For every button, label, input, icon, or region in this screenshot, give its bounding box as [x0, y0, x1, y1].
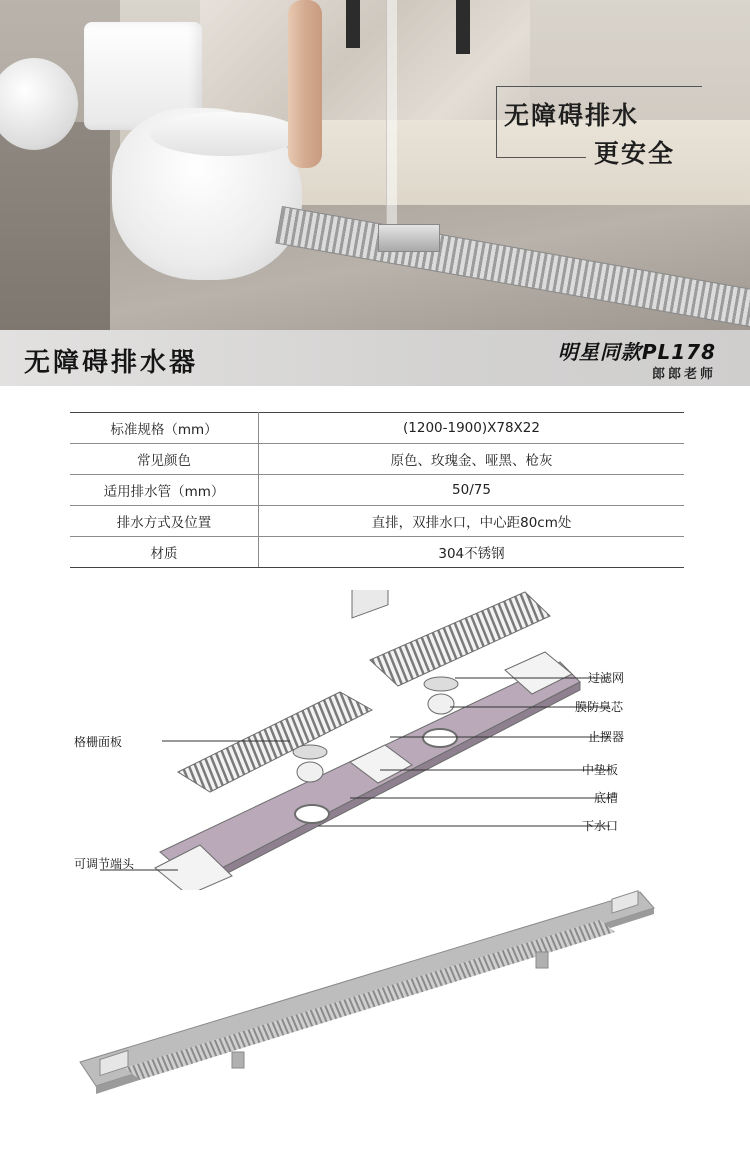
- spec-value: 原色、玫瑰金、哑黑、枪灰: [259, 444, 685, 475]
- hero-banner-photo: [0, 0, 750, 330]
- spec-label: 材质: [70, 537, 259, 568]
- star-model-label: 明星同款PL178: [557, 340, 716, 364]
- spec-label: 适用排水管（mm）: [70, 475, 259, 506]
- door-handle: [346, 0, 360, 48]
- drain-leg: [536, 952, 548, 968]
- filter-net: [424, 677, 458, 691]
- slogan-line-2: 更安全: [594, 139, 676, 168]
- spec-value: 50/75: [259, 475, 685, 506]
- spec-value: 304不锈钢: [259, 537, 685, 568]
- drain-clamp: [378, 224, 440, 252]
- label-filter-net: 过滤网: [588, 671, 625, 685]
- toilet-lid: [150, 112, 300, 156]
- label-adjustable-end: 可调节端头: [74, 857, 135, 871]
- slogan-line-1: 无障碍排水: [504, 101, 640, 130]
- table-row: [70, 537, 684, 568]
- exploded-diagram: [0, 590, 750, 890]
- title-bar: [0, 330, 750, 386]
- label-grille-panel: 格栅面板: [74, 735, 123, 749]
- membrane-core: [428, 694, 454, 714]
- table-row: [70, 506, 684, 537]
- drain-leg: [232, 1052, 244, 1068]
- spec-table: [70, 412, 684, 568]
- person-leg: [288, 0, 322, 168]
- product-title: 无障碍排水器: [24, 348, 199, 378]
- glass-partition: [386, 0, 397, 240]
- vanity-counter: [0, 122, 110, 330]
- label-base-trough: 底槽: [594, 791, 619, 805]
- spec-label: 常见颜色: [70, 444, 259, 475]
- table-row: [70, 413, 684, 444]
- drain-outlet: [423, 729, 457, 747]
- drain-body: [80, 892, 654, 1094]
- drain-outlet: [295, 805, 329, 823]
- assembled-drain-drawing: [0, 882, 750, 1146]
- spec-label: 排水方式及位置: [70, 506, 259, 537]
- label-outlet: 下水口: [582, 819, 619, 833]
- spec-label: 标准规格（mm）: [70, 413, 259, 444]
- label-membrane-core: 膜防臭芯: [575, 700, 624, 714]
- endorser-name: 郎郎老师: [651, 367, 716, 382]
- membrane-core: [297, 762, 323, 782]
- spec-value: 直排，双排水口，中心距80cm处: [259, 506, 685, 537]
- door-handle: [456, 0, 470, 54]
- stopper-part: [352, 590, 388, 618]
- label-stopper: 止摆器: [588, 730, 625, 744]
- spec-value: (1200-1900)X78X22: [259, 413, 685, 444]
- assembled-drain-photo: [0, 882, 750, 1146]
- table-row: [70, 475, 684, 506]
- label-middle-pad: 中垫板: [582, 763, 619, 777]
- table-row: [70, 444, 684, 475]
